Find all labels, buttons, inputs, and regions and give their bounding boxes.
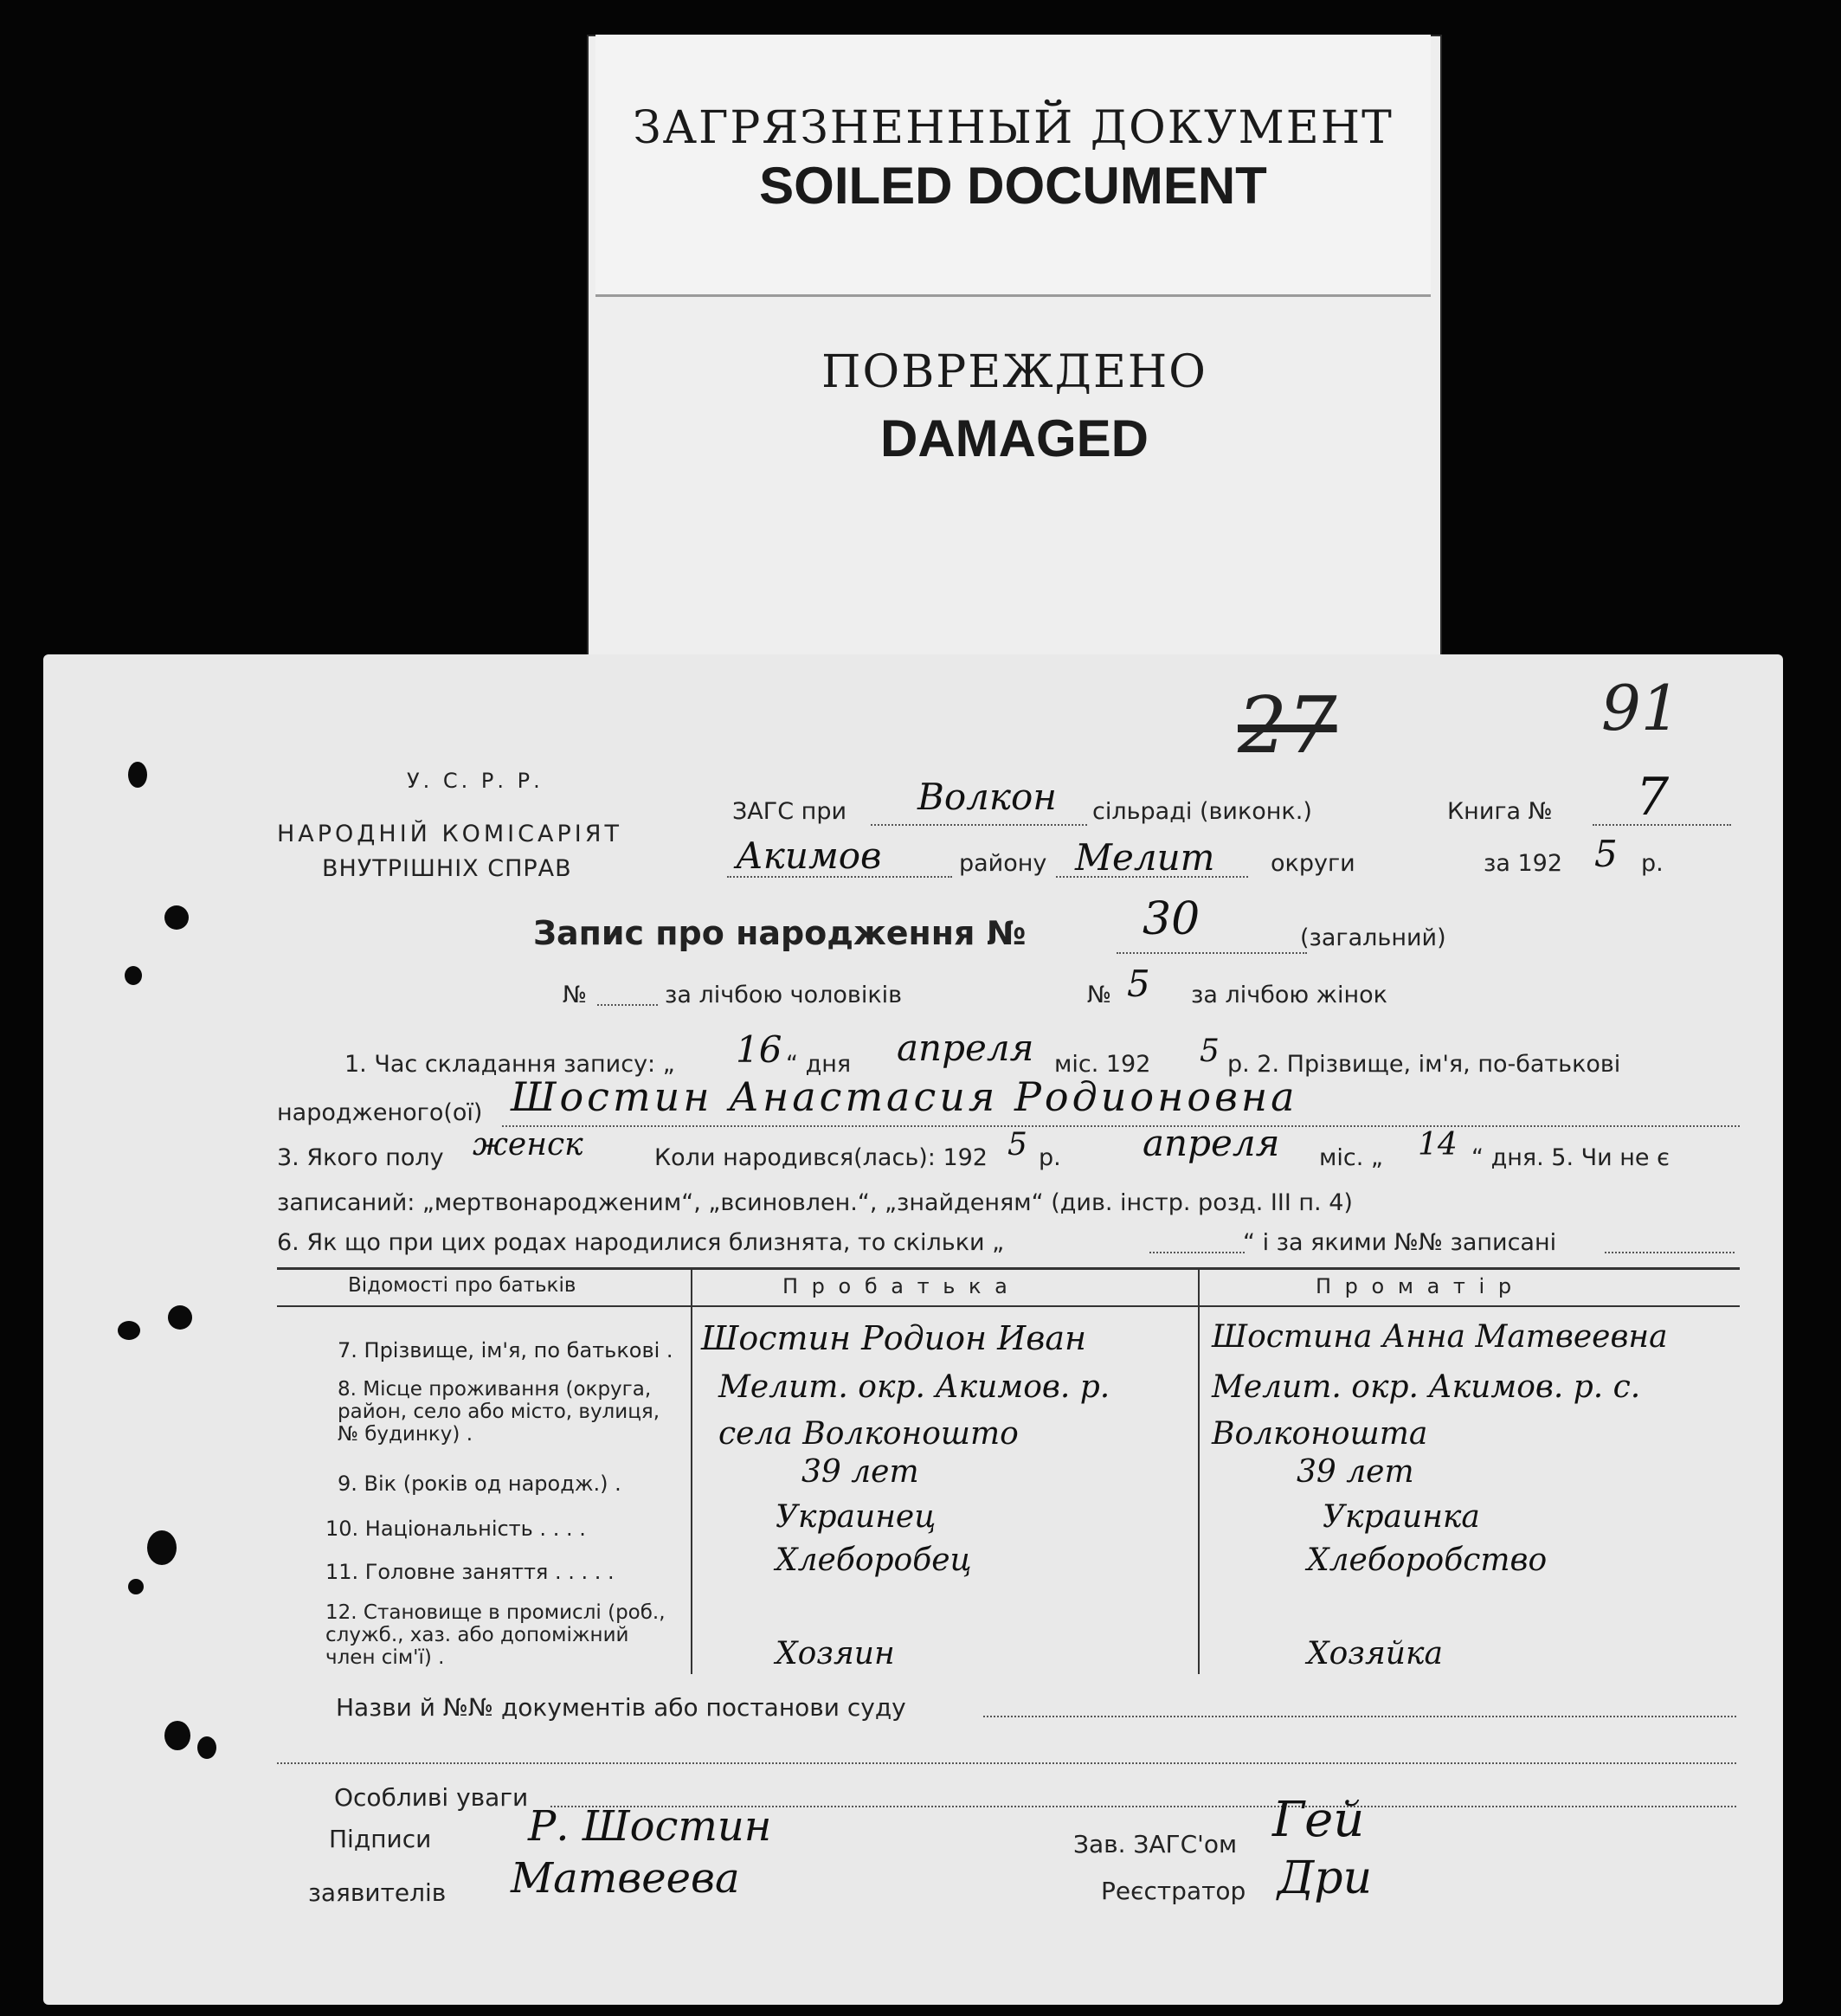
- commissariat-line2: ВНУТРІШНІХ СПРАВ: [322, 855, 572, 882]
- time-year: 5: [1200, 1034, 1220, 1069]
- record-number-line: [1117, 952, 1307, 954]
- twins-label: 6. Як що при цих родах народилися близнята, то скільки „: [277, 1229, 1005, 1256]
- year-value: 5: [1594, 833, 1618, 875]
- zags-prefix: ЗАГС при: [732, 798, 847, 825]
- record-title: Запис про народження №: [533, 914, 1027, 952]
- table-header-mother: П р о м а т і р: [1316, 1274, 1516, 1298]
- damage-hole: [168, 1305, 192, 1330]
- twins-numbers-line: [1605, 1252, 1735, 1253]
- female-count-label: за лічбою жінок: [1191, 982, 1387, 1008]
- mother-occupation: Хлеборобство: [1307, 1543, 1548, 1578]
- mother-age: 39 лет: [1297, 1454, 1414, 1490]
- table-header-info: Відомості про батьків: [348, 1274, 576, 1297]
- time-day-label: “ дня: [786, 1051, 852, 1078]
- male-no-line: [597, 1004, 658, 1006]
- damage-hole: [197, 1736, 216, 1759]
- child-name-value: Шостин Анастасия Родионовна: [511, 1073, 1298, 1120]
- row-label-age: 9. Вік (років од народж.) .: [338, 1472, 621, 1496]
- father-occupation: Хлеборобец: [776, 1543, 972, 1578]
- birth-day: 14: [1418, 1127, 1458, 1163]
- female-no-label: №: [1087, 982, 1112, 1008]
- zags-suffix: сільраді (виконк.): [1092, 798, 1312, 825]
- rayon-line: [727, 876, 952, 878]
- male-count-label: за лічбою чоловіків: [665, 982, 903, 1008]
- applicant-signature-1: Р. Шостин: [528, 1802, 772, 1851]
- damage-hole: [147, 1530, 177, 1565]
- row-label-residence: 8. Місце проживання (округа, район, село або місто, вулиця, № будинку) .: [338, 1378, 660, 1446]
- zags-village-line: [871, 824, 1087, 826]
- soiled-notice-panel: [595, 35, 1431, 297]
- damaged-label-en: DAMAGED: [880, 409, 1149, 467]
- state-name: У. С. Р. Р.: [407, 769, 544, 793]
- damage-hole: [128, 1579, 144, 1594]
- father-age: 39 лет: [801, 1454, 919, 1490]
- record-number: 30: [1143, 893, 1201, 945]
- applicant-signature-2: Матвеева: [511, 1854, 740, 1903]
- birth-month: апреля: [1143, 1122, 1280, 1164]
- father-name: Шостин Родион Иван: [701, 1319, 1087, 1357]
- okrug-line: [1056, 876, 1248, 878]
- birth-record-card: [43, 654, 1783, 2005]
- damage-hole: [164, 1721, 190, 1750]
- time-year-label: р. 2. Прізвище, ім'я, по-батькові: [1227, 1051, 1621, 1078]
- damage-hole: [128, 762, 147, 788]
- book-line: [1593, 824, 1731, 826]
- okrug-label: округи: [1271, 850, 1355, 877]
- birth-date-label: Коли народився(лась): 192: [654, 1144, 988, 1171]
- soiled-label-ru: ЗАГРЯЗНЕННЫЙ ДОКУМЕНТ: [633, 102, 1394, 154]
- damaged-label-ru: ПОВРЕЖДЕНО: [821, 346, 1207, 398]
- row-label-nationality: 10. Національність . . . .: [325, 1517, 586, 1541]
- year-suffix: р.: [1641, 850, 1664, 877]
- birth-year-label: р.: [1039, 1144, 1061, 1171]
- child-name-line: [502, 1125, 1740, 1127]
- damage-hole: [164, 905, 189, 930]
- twins-label-end: “ і за якими №№ записані: [1243, 1229, 1557, 1256]
- book-number: 7: [1636, 767, 1670, 828]
- damage-hole: [118, 1321, 140, 1340]
- sex-label: 3. Якого полу: [277, 1144, 444, 1171]
- commissariat-line1: НАРОДНІЙ КОМІСАРІЯТ: [277, 821, 622, 847]
- rayon-label: району: [959, 850, 1047, 877]
- signatures-label: Підписи: [329, 1825, 432, 1853]
- year-label: за 192: [1484, 850, 1563, 877]
- mother-name: Шостина Анна Матвеевна: [1212, 1319, 1668, 1355]
- male-no-label: №: [563, 982, 588, 1008]
- zags-village-value: Волкон: [917, 776, 1057, 818]
- table-top-rule: [277, 1267, 1740, 1270]
- documents-label: Назви й №№ документів або постанови суду: [336, 1693, 906, 1722]
- child-name-label: народженого(ої): [277, 1099, 483, 1126]
- row-label-occupation: 11. Головне заняття . . . . .: [325, 1560, 615, 1584]
- birth-year: 5: [1007, 1127, 1027, 1163]
- mother-status: Хозяйка: [1307, 1636, 1443, 1671]
- time-month: апреля: [897, 1027, 1034, 1069]
- birth-day-label: “ дня. 5. Чи не є: [1471, 1144, 1670, 1171]
- rayon-value: Акимов: [736, 834, 882, 877]
- row-label-status: 12. Становище в промислі (роб., служб., хаз. або допоміжний член сім'ї) .: [325, 1601, 666, 1669]
- mother-residence: Мелит. окр. Акимов. р. с. Волконошта: [1212, 1369, 1641, 1452]
- time-label: 1. Час складання запису: „: [344, 1051, 675, 1078]
- table-divider: [1198, 1267, 1200, 1674]
- father-nationality: Украинец: [776, 1499, 937, 1535]
- status-label: записаний: „мертвонародженим“, „всиновлен.“, „знайденям“ (див. інстр. розд. III п. 4): [277, 1189, 1353, 1216]
- damage-hole: [125, 966, 142, 985]
- sex-value: женск: [473, 1127, 583, 1163]
- birth-month-label: міс. „: [1319, 1144, 1383, 1171]
- table-header-father: П р о б а т ь к а: [782, 1274, 1011, 1298]
- time-day: 16: [736, 1028, 782, 1071]
- okrug-value: Мелит: [1075, 836, 1215, 879]
- mother-nationality: Украинка: [1323, 1499, 1480, 1535]
- documents-line-2: [277, 1762, 1736, 1764]
- table-header-rule: [277, 1305, 1740, 1307]
- book-label: Книга №: [1447, 798, 1553, 825]
- documents-line: [983, 1716, 1736, 1717]
- father-residence: Мелит. окр. Акимов. р. села Волконошто: [718, 1369, 1110, 1452]
- row-label-name: 7. Прізвище, ім'я, по батькові .: [338, 1338, 673, 1362]
- archive-notice-slip: [587, 35, 1442, 658]
- female-no-value: 5: [1127, 963, 1150, 1005]
- notes-label: Особливі уваги: [334, 1783, 529, 1812]
- father-status: Хозяин: [776, 1636, 895, 1671]
- registrar-label: Реєстратор: [1101, 1877, 1246, 1905]
- soiled-label-en: SOILED DOCUMENT: [759, 157, 1267, 215]
- record-title-suffix: (загальний): [1300, 924, 1446, 951]
- head-label: Зав. ЗАГС'ом: [1073, 1830, 1238, 1858]
- crossed-page-number: 27: [1238, 680, 1337, 771]
- twins-count-line: [1149, 1252, 1245, 1253]
- table-divider: [691, 1267, 692, 1674]
- registrar-signature: Дри: [1278, 1852, 1373, 1904]
- archive-page-number: 91: [1601, 672, 1681, 744]
- time-month-label: міс. 192: [1054, 1051, 1151, 1078]
- applicants-label: заявителів: [308, 1878, 447, 1907]
- head-signature: Гей: [1272, 1792, 1365, 1848]
